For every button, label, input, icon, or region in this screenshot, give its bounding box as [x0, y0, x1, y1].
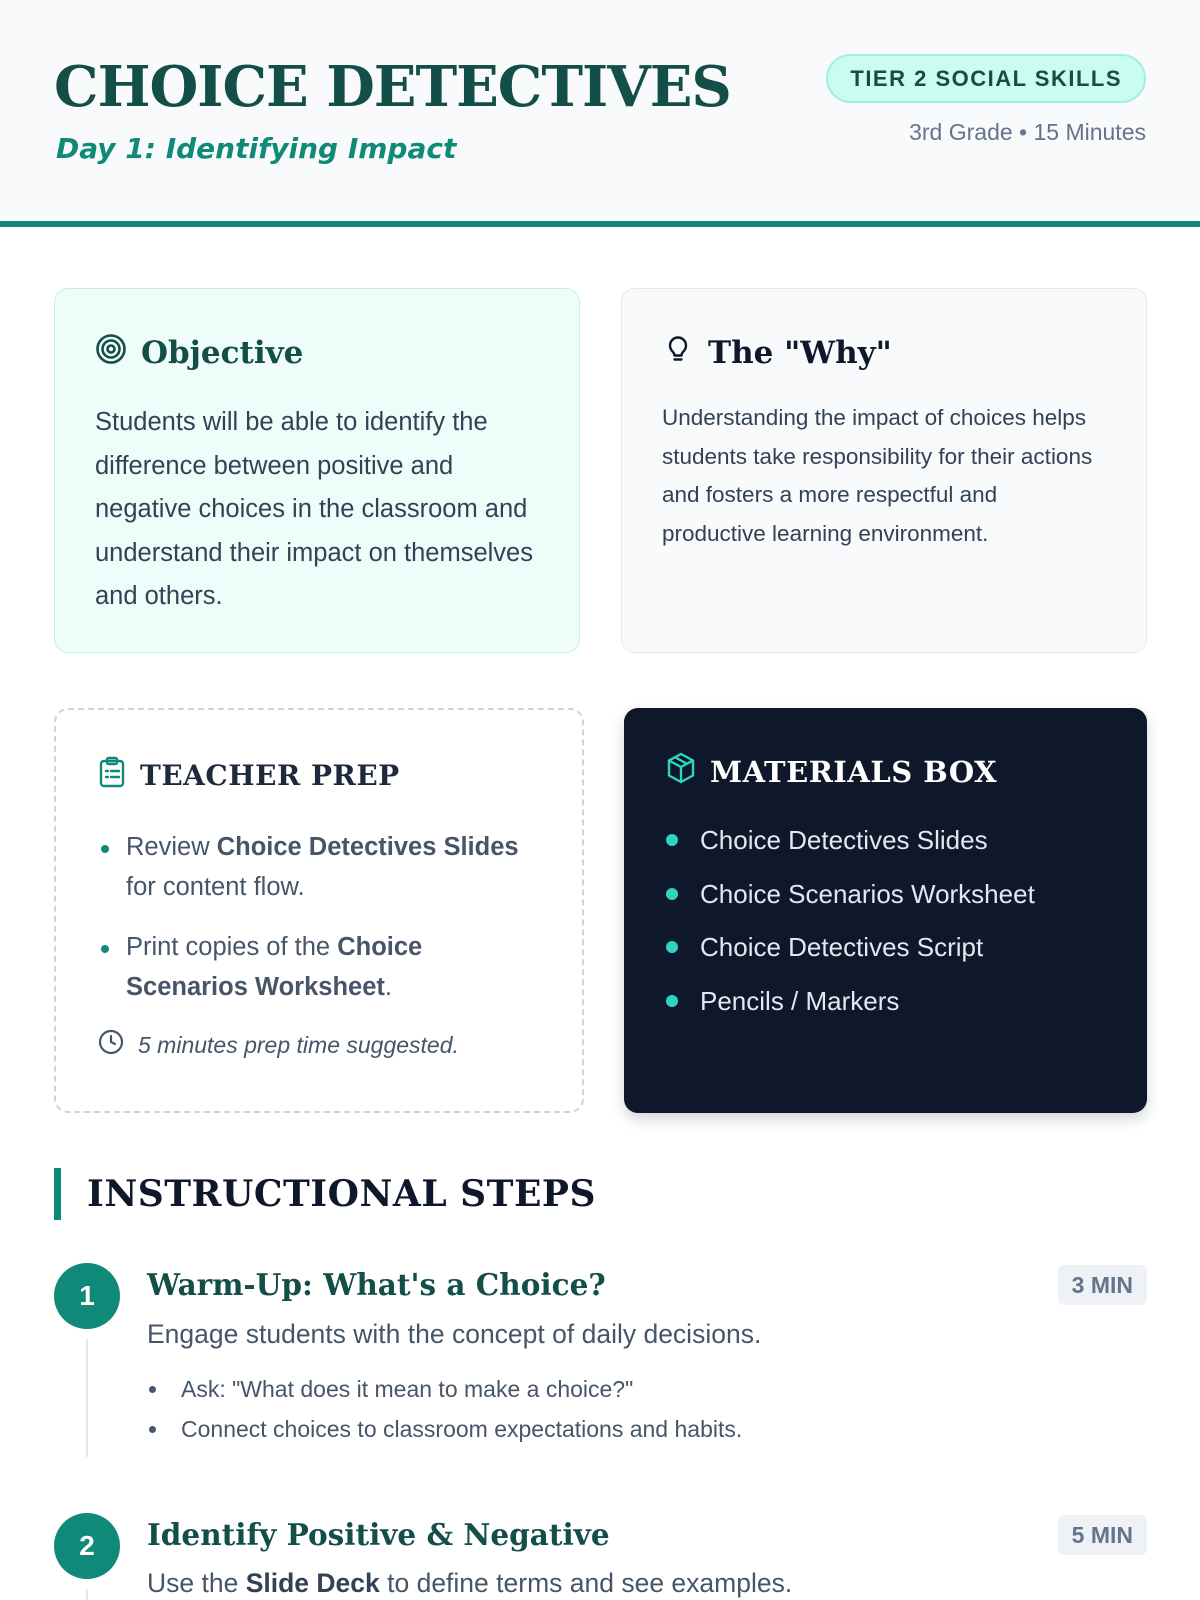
teacher-prep-card: [54, 708, 584, 1113]
objective-title: Objective: [141, 335, 304, 371]
why-title: The "Why": [708, 335, 892, 371]
materials-item: Choice Detectives Script: [666, 932, 1107, 962]
prep-item: Print copies of the Choice Scenarios Worksheet.: [98, 927, 542, 1007]
materials-item: Choice Detectives Slides: [666, 825, 1107, 855]
tier-badge: TIER 2 SOCIAL SKILLS: [826, 54, 1146, 103]
step-description: Use the Slide Deck to define terms and see examples.: [147, 1568, 793, 1598]
step-connector: [86, 1589, 88, 1600]
objective-card: [54, 288, 580, 653]
step-title: Identify Positive & Negative: [147, 1517, 610, 1552]
instructional-steps-heading: INSTRUCTIONAL STEPS: [54, 1168, 596, 1220]
prep-time-text: 5 minutes prep time suggested.: [138, 1031, 459, 1058]
prep-item: Review Choice Detectives Slides for content flow.: [98, 827, 542, 907]
step-description: Engage students with the concept of daily decisions.: [147, 1319, 762, 1349]
materials-title: MATERIALS BOX: [710, 754, 998, 789]
page-title: CHOICE DETECTIVES: [54, 54, 731, 120]
materials-box-card: [624, 708, 1147, 1113]
clock-icon: [98, 1029, 124, 1061]
lightbulb-icon: [662, 333, 694, 373]
teacher-prep-title: TEACHER PREP: [140, 759, 400, 792]
prep-time-note: [98, 1029, 542, 1061]
why-text: Understanding the impact of choices helps students take responsibility for their actions and fosters a more respectful and productive learning environment.: [662, 405, 1093, 546]
target-icon: [95, 333, 127, 373]
step-duration-badge: 5 MIN: [1058, 1515, 1147, 1555]
step-bullets: [147, 1369, 742, 1449]
materials-list: [666, 825, 1107, 1016]
why-card: [621, 288, 1147, 653]
objective-text: Students will be able to identify the difference between positive and negative choices in the classroom and understand their impact on themselves and others.: [95, 408, 533, 610]
step-connector: [86, 1339, 88, 1457]
step-bullet: Ask: "What does it mean to make a choice?": [147, 1369, 742, 1409]
step-2: [54, 1513, 1147, 1600]
step-title: Warm-Up: What's a Choice?: [147, 1267, 606, 1302]
step-1: [54, 1263, 1147, 1463]
step-bullet: Connect choices to classroom expectations and habits.: [147, 1409, 742, 1449]
box-icon: [666, 752, 696, 791]
materials-item: Choice Scenarios Worksheet: [666, 879, 1107, 909]
materials-item: Pencils / Markers: [666, 986, 1107, 1016]
page-subtitle: Day 1: Identifying Impact: [56, 132, 457, 165]
step-number: 1: [54, 1263, 120, 1329]
step-number: 2: [54, 1513, 120, 1579]
clipboard-icon: [98, 756, 126, 795]
grade-duration-meta: 3rd Grade • 15 Minutes: [909, 119, 1146, 145]
step-duration-badge: 3 MIN: [1058, 1265, 1147, 1305]
page-header: [0, 0, 1200, 227]
prep-list: [98, 827, 542, 1007]
